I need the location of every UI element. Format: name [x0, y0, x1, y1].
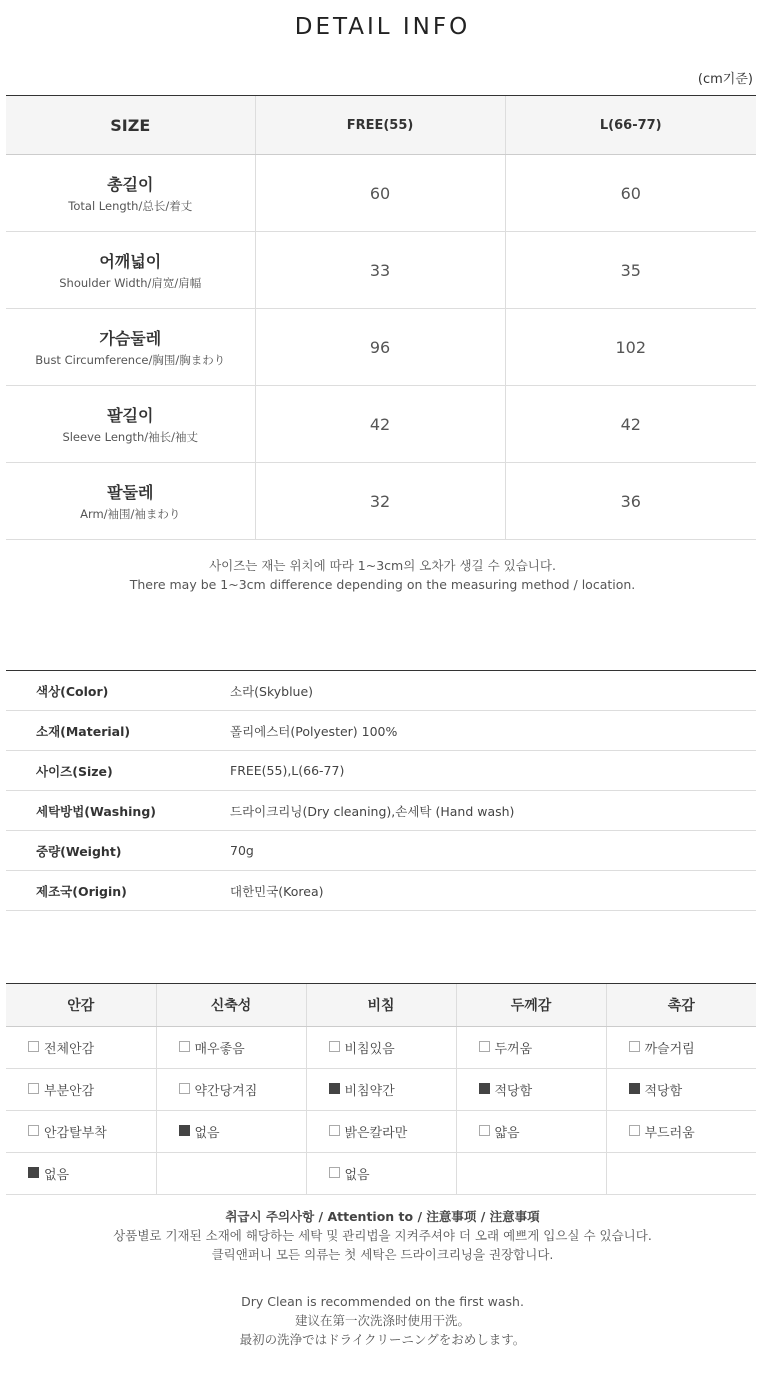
- info-value: 소라(Skyblue): [230, 671, 756, 711]
- texture-option-label: 안감탈부착: [44, 1126, 107, 1141]
- size-note-kr: 사이즈는 재는 위치에 따라 1~3cm의 오차가 생길 수 있습니다.: [209, 558, 556, 573]
- unchecked-box-icon: [28, 1041, 39, 1052]
- header-stretch: 신축성: [156, 984, 306, 1027]
- value-free: 60: [255, 155, 505, 232]
- texture-option-label: 없음: [344, 1168, 370, 1183]
- info-value: 70g: [230, 831, 756, 871]
- dry-note-zh: 建议在第一次洗涤时使用干洗。: [294, 1313, 470, 1328]
- header-size: SIZE: [6, 96, 255, 155]
- checked-box-icon: [179, 1125, 190, 1136]
- texture-cell: [156, 1153, 306, 1195]
- texture-option-label: 매우좋음: [194, 1042, 245, 1057]
- unchecked-box-icon: [329, 1167, 340, 1178]
- size-table-header: [6, 96, 756, 155]
- measure-subtitle: Shoulder Width/肩宽/肩幅: [59, 276, 202, 290]
- info-value: 폴리에스터(Polyester) 100%: [230, 711, 756, 751]
- info-value: FREE(55),L(66-77): [230, 751, 756, 791]
- texture-cell: [306, 1153, 456, 1195]
- texture-cell: [606, 1153, 756, 1195]
- texture-cell: [156, 1069, 306, 1111]
- checked-box-icon: [28, 1167, 39, 1178]
- checked-box-icon: [329, 1083, 340, 1094]
- unchecked-box-icon: [179, 1041, 190, 1052]
- unchecked-box-icon: [629, 1041, 640, 1052]
- table-row: [6, 155, 756, 232]
- info-row: [6, 791, 756, 831]
- info-row: [6, 711, 756, 751]
- texture-cell: [306, 1069, 456, 1111]
- texture-option-label: 적당함: [494, 1084, 533, 1099]
- texture-option-label: 비침약간: [344, 1084, 395, 1099]
- texture-cell: [6, 1027, 156, 1069]
- header-thickness: 두께감: [456, 984, 606, 1027]
- header-lining: 안감: [6, 984, 156, 1027]
- value-large: 60: [505, 155, 756, 232]
- dry-note-en: Dry Clean is recommended on the first wash.: [241, 1294, 524, 1309]
- dry-note-ja: 最初の洗浄ではドライクリーニングをおめします。: [239, 1332, 526, 1347]
- value-large: 102: [505, 309, 756, 386]
- table-row: [6, 463, 756, 540]
- texture-cell: [456, 1069, 606, 1111]
- texture-option-label: 약간당겨짐: [194, 1084, 258, 1099]
- texture-cell: [606, 1111, 756, 1153]
- texture-option-label: 없음: [194, 1126, 220, 1141]
- texture-cell: [6, 1069, 156, 1111]
- table-row: [6, 1111, 756, 1153]
- texture-cell: [606, 1069, 756, 1111]
- info-row: [6, 871, 756, 911]
- care-note: [0, 1207, 765, 1264]
- unchecked-box-icon: [479, 1125, 490, 1136]
- texture-cell: [156, 1111, 306, 1153]
- measure-name: 총길이: [107, 175, 154, 194]
- info-key: 색상(Color): [6, 671, 230, 711]
- texture-option-label: 없음: [44, 1168, 70, 1183]
- unchecked-box-icon: [28, 1083, 39, 1094]
- checked-box-icon: [629, 1083, 640, 1094]
- texture-cell: [6, 1111, 156, 1153]
- table-row: [6, 1153, 756, 1195]
- header-large: L(66-77): [505, 96, 756, 155]
- size-table: [6, 95, 756, 540]
- texture-cell: [306, 1027, 456, 1069]
- info-key: 세탁방법(Washing): [6, 791, 230, 831]
- care-note-line: 클릭앤퍼니 모든 의류는 첫 세탁은 드라이크리닝을 권장합니다.: [211, 1247, 554, 1262]
- texture-cell: [456, 1153, 606, 1195]
- texture-table: [6, 983, 756, 1195]
- measure-name: 팔둘레: [107, 483, 154, 502]
- unit-label: (cm기준): [697, 72, 753, 87]
- care-note-heading: 취급시 주의사항 / Attention to / 注意事项 / 注意事項: [225, 1209, 540, 1224]
- info-row: [6, 831, 756, 871]
- texture-option-label: 적당함: [644, 1084, 683, 1099]
- info-key: 중량(Weight): [6, 831, 230, 871]
- texture-option-label: 부분안감: [44, 1084, 95, 1099]
- texture-cell: [606, 1027, 756, 1069]
- measure-subtitle: Sleeve Length/袖长/袖丈: [62, 430, 199, 444]
- value-free: 33: [255, 232, 505, 309]
- value-large: 35: [505, 232, 756, 309]
- table-row: [6, 1027, 756, 1069]
- care-note-line: 상품별로 기재된 소재에 해당하는 세탁 및 관리법을 지켜주셔야 더 오래 예쁘게 입으실 수 있습니다.: [113, 1228, 652, 1243]
- texture-cell: [156, 1027, 306, 1069]
- unchecked-box-icon: [179, 1083, 190, 1094]
- info-key: 사이즈(Size): [6, 751, 230, 791]
- info-value: 대한민국(Korea): [230, 871, 756, 911]
- unchecked-box-icon: [329, 1041, 340, 1052]
- measure-subtitle: Total Length/总长/着丈: [68, 199, 193, 213]
- texture-option-label: 밝은칼라만: [344, 1126, 408, 1141]
- texture-option-label: 비침있음: [344, 1042, 395, 1057]
- size-note: [0, 556, 765, 594]
- value-large: 36: [505, 463, 756, 540]
- dry-clean-note: [0, 1292, 765, 1349]
- texture-cell: [456, 1027, 606, 1069]
- header-free: FREE(55): [255, 96, 505, 155]
- header-sheerness: 비침: [306, 984, 456, 1027]
- value-free: 32: [255, 463, 505, 540]
- texture-cell: [456, 1111, 606, 1153]
- info-key: 제조국(Origin): [6, 871, 230, 911]
- texture-option-label: 얇음: [494, 1126, 520, 1141]
- measure-name: 팔길이: [107, 406, 154, 425]
- value-free: 42: [255, 386, 505, 463]
- value-free: 96: [255, 309, 505, 386]
- value-large: 42: [505, 386, 756, 463]
- info-row: [6, 751, 756, 791]
- page-title: DETAIL INFO: [294, 14, 471, 40]
- product-info-table: [6, 670, 756, 911]
- table-row: [6, 1069, 756, 1111]
- size-note-en: There may be 1~3cm difference depending on the measuring method / location.: [129, 577, 636, 592]
- unchecked-box-icon: [629, 1125, 640, 1136]
- texture-option-label: 전체안감: [44, 1042, 95, 1057]
- measure-name: 가슴둘레: [99, 329, 162, 348]
- info-value: 드라이크리닝(Dry cleaning),손세탁 (Hand wash): [230, 791, 756, 831]
- header-touch: 촉감: [606, 984, 756, 1027]
- texture-cell: [6, 1153, 156, 1195]
- table-row: [6, 309, 756, 386]
- table-row: [6, 232, 756, 309]
- unchecked-box-icon: [329, 1125, 340, 1136]
- texture-option-label: 까슬거림: [644, 1042, 695, 1057]
- table-row: [6, 386, 756, 463]
- texture-header-row: [6, 984, 756, 1027]
- unchecked-box-icon: [28, 1125, 39, 1136]
- measure-subtitle: Bust Circumference/胸围/胸まわり: [35, 353, 226, 367]
- unchecked-box-icon: [479, 1041, 490, 1052]
- info-key: 소재(Material): [6, 711, 230, 751]
- measure-name: 어깨넓이: [99, 252, 162, 271]
- info-row: [6, 671, 756, 711]
- texture-option-label: 부드러움: [644, 1126, 695, 1141]
- measure-subtitle: Arm/袖围/袖まわり: [80, 507, 181, 521]
- texture-cell: [306, 1111, 456, 1153]
- checked-box-icon: [479, 1083, 490, 1094]
- texture-option-label: 두꺼움: [494, 1042, 533, 1057]
